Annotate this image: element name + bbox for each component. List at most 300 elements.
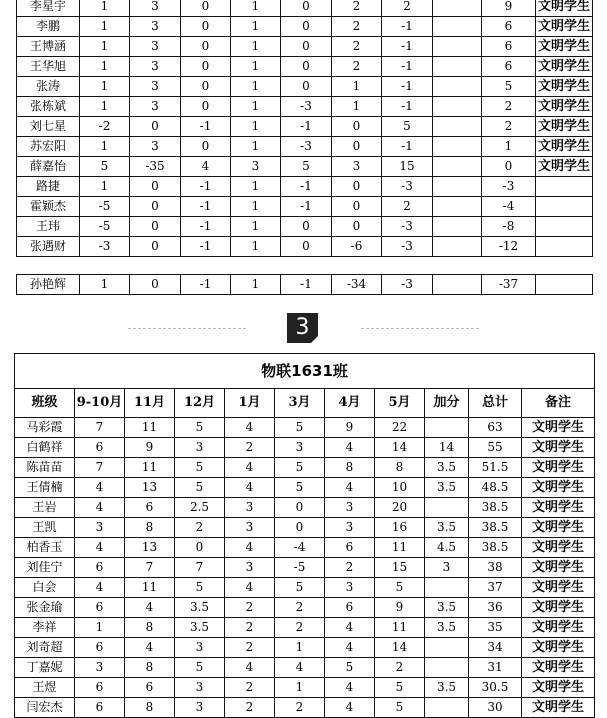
- score-cell: -1: [181, 275, 231, 295]
- score-cell: 0: [181, 57, 231, 77]
- note-cell: 文明学生: [536, 0, 593, 17]
- total-cell: 2: [482, 97, 536, 117]
- note-cell: 文明学生: [522, 558, 595, 578]
- score-cell: 1: [231, 0, 281, 17]
- bonus-cell: 14: [425, 438, 469, 458]
- total-cell: 48.5: [469, 478, 522, 498]
- bonus-cell: [433, 137, 482, 157]
- score-cell: 5: [275, 418, 325, 438]
- score-cell: -6: [332, 237, 382, 257]
- score-cell: -5: [80, 217, 130, 237]
- score-cell: 0: [181, 97, 231, 117]
- column-header: 加分: [425, 389, 469, 418]
- score-cell: 1: [332, 97, 382, 117]
- table-row: [17, 157, 593, 177]
- bonus-cell: 3.5: [425, 478, 469, 498]
- score-cell: 2: [332, 37, 382, 57]
- score-cell: 1: [80, 77, 130, 97]
- score-cell: 3: [75, 518, 125, 538]
- score-cell: 1: [75, 618, 125, 638]
- score-cell: 3: [175, 678, 225, 698]
- table-row: [17, 117, 593, 137]
- bonus-cell: [425, 638, 469, 658]
- score-cell: 2: [332, 57, 382, 77]
- score-cell: 3: [175, 638, 225, 658]
- score-cell: -1: [281, 177, 332, 197]
- bonus-cell: [433, 37, 482, 57]
- score-cell: 14: [375, 438, 425, 458]
- score-cell: 5: [275, 478, 325, 498]
- score-cell: 1: [231, 57, 281, 77]
- score-cell: 7: [125, 558, 175, 578]
- score-cell: 5: [281, 157, 332, 177]
- score-cell: 6: [325, 538, 375, 558]
- score-cell: 0: [281, 237, 332, 257]
- score-cell: 8: [125, 518, 175, 538]
- score-cell: 4: [325, 678, 375, 698]
- student-name: 张涛: [17, 77, 80, 97]
- score-cell: 1: [231, 217, 281, 237]
- note-cell: [536, 197, 593, 217]
- note-cell: 文明学生: [522, 478, 595, 498]
- score-cell: 1: [80, 37, 130, 57]
- note-cell: [536, 275, 593, 295]
- student-name: 张金瑜: [15, 598, 75, 618]
- score-cell: 6: [75, 678, 125, 698]
- score-cell: 6: [75, 698, 125, 718]
- note-cell: 文明学生: [536, 157, 593, 177]
- bonus-cell: 3.5: [425, 618, 469, 638]
- score-cell: 1: [332, 77, 382, 97]
- score-cell: 1: [231, 117, 281, 137]
- note-cell: [536, 177, 593, 197]
- total-cell: 31: [469, 658, 522, 678]
- student-name: 王博涵: [17, 37, 80, 57]
- score-cell: 2: [332, 17, 382, 37]
- score-cell: 2: [375, 658, 425, 678]
- score-cell: 1: [231, 275, 281, 295]
- note-cell: 文明学生: [522, 638, 595, 658]
- column-header: 12月: [175, 389, 225, 418]
- score-cell: 15: [375, 558, 425, 578]
- total-cell: 0: [482, 157, 536, 177]
- table-row: [15, 538, 595, 558]
- score-cell: 0: [281, 57, 332, 77]
- score-cell: 1: [231, 97, 281, 117]
- score-cell: 13: [125, 478, 175, 498]
- score-cell: 3: [325, 518, 375, 538]
- total-cell: 2: [482, 117, 536, 137]
- score-cell: 4: [225, 458, 275, 478]
- score-cell: 0: [281, 0, 332, 17]
- score-cell: 10: [375, 478, 425, 498]
- score-cell: 3: [130, 37, 181, 57]
- table-row: [15, 438, 595, 458]
- score-cell: 8: [125, 658, 175, 678]
- note-cell: [536, 217, 593, 237]
- note-cell: 文明学生: [522, 658, 595, 678]
- score-cell: 11: [375, 538, 425, 558]
- score-cell: 8: [125, 698, 175, 718]
- student-name: 王倩楠: [15, 478, 75, 498]
- score-cell: 2: [275, 598, 325, 618]
- score-cell: 20: [375, 498, 425, 518]
- score-cell: 5: [175, 458, 225, 478]
- bonus-cell: [425, 578, 469, 598]
- score-cell: 0: [130, 217, 181, 237]
- score-cell: 3.5: [175, 618, 225, 638]
- total-cell: 1: [482, 137, 536, 157]
- score-cell: 3: [175, 698, 225, 718]
- student-name: 刘奇超: [15, 638, 75, 658]
- score-cell: 0: [130, 237, 181, 257]
- bonus-cell: [433, 117, 482, 137]
- score-cell: 0: [130, 197, 181, 217]
- score-cell: 4: [225, 418, 275, 438]
- score-cell: 6: [75, 598, 125, 618]
- table-row: [15, 658, 595, 678]
- score-cell: 1: [231, 237, 281, 257]
- total-cell: 30.5: [469, 678, 522, 698]
- student-name: 王岩: [15, 498, 75, 518]
- score-cell: -3: [80, 237, 130, 257]
- score-cell: -1: [382, 97, 433, 117]
- score-cell: 13: [125, 538, 175, 558]
- table-row: [15, 418, 595, 438]
- table-row: [17, 97, 593, 117]
- score-cell: 4: [75, 578, 125, 598]
- score-cell: 6: [75, 438, 125, 458]
- score-cell: 1: [80, 17, 130, 37]
- column-header: 1月: [225, 389, 275, 418]
- score-cell: 3: [130, 97, 181, 117]
- table-row: [17, 237, 593, 257]
- bonus-cell: [433, 57, 482, 77]
- score-cell: 11: [125, 458, 175, 478]
- score-cell: -1: [181, 117, 231, 137]
- score-cell: 4: [181, 157, 231, 177]
- score-cell: 0: [181, 17, 231, 37]
- student-name: 陈苗苗: [15, 458, 75, 478]
- table-row: [17, 217, 593, 237]
- table-row: [17, 197, 593, 217]
- table-row: [15, 558, 595, 578]
- student-name: 王华旭: [17, 57, 80, 77]
- top-score-table: [16, 0, 593, 257]
- column-header: 11月: [125, 389, 175, 418]
- score-cell: 6: [325, 598, 375, 618]
- table-row: [15, 638, 595, 658]
- student-name: 白会: [15, 578, 75, 598]
- table-row: [17, 17, 593, 37]
- score-cell: 5: [80, 157, 130, 177]
- bonus-cell: [425, 498, 469, 518]
- bonus-cell: [433, 237, 482, 257]
- score-cell: 6: [125, 678, 175, 698]
- score-cell: -3: [382, 177, 433, 197]
- score-cell: 1: [80, 137, 130, 157]
- student-name: 张栋斌: [17, 97, 80, 117]
- total-cell: 38: [469, 558, 522, 578]
- bonus-cell: [425, 698, 469, 718]
- total-cell: 9: [482, 0, 536, 17]
- score-cell: 8: [125, 618, 175, 638]
- score-cell: 0: [181, 0, 231, 17]
- student-name: 薛嘉怡: [17, 157, 80, 177]
- score-cell: 3: [225, 518, 275, 538]
- score-cell: -1: [382, 17, 433, 37]
- note-cell: 文明学生: [522, 518, 595, 538]
- total-cell: 5: [482, 77, 536, 97]
- score-cell: 0: [332, 137, 382, 157]
- score-cell: 3: [225, 498, 275, 518]
- score-cell: 3: [130, 137, 181, 157]
- score-cell: -35: [130, 157, 181, 177]
- bonus-cell: [433, 17, 482, 37]
- score-cell: -1: [281, 275, 332, 295]
- score-cell: 0: [181, 137, 231, 157]
- note-cell: 文明学生: [536, 137, 593, 157]
- score-cell: 1: [80, 57, 130, 77]
- score-cell: -1: [281, 197, 332, 217]
- student-name: 刘佳宁: [15, 558, 75, 578]
- score-cell: 0: [332, 217, 382, 237]
- total-cell: 36: [469, 598, 522, 618]
- table-row: [15, 578, 595, 598]
- score-cell: -1: [181, 237, 231, 257]
- score-cell: 1: [231, 77, 281, 97]
- score-cell: 2: [225, 438, 275, 458]
- score-cell: 0: [181, 37, 231, 57]
- score-cell: 4: [325, 698, 375, 718]
- total-cell: -3: [482, 177, 536, 197]
- total-cell: -8: [482, 217, 536, 237]
- score-cell: 2: [275, 698, 325, 718]
- score-cell: -2: [80, 117, 130, 137]
- table-row: [15, 698, 595, 718]
- section-number-badge: [287, 313, 318, 343]
- note-cell: 文明学生: [536, 17, 593, 37]
- score-cell: 5: [325, 658, 375, 678]
- note-cell: 文明学生: [536, 37, 593, 57]
- score-cell: 3: [275, 438, 325, 458]
- score-cell: 0: [275, 498, 325, 518]
- bonus-cell: 3.5: [425, 458, 469, 478]
- column-header: 5月: [375, 389, 425, 418]
- table-row: [15, 678, 595, 698]
- score-cell: 4: [225, 538, 275, 558]
- score-cell: 0: [281, 77, 332, 97]
- score-cell: 3: [225, 558, 275, 578]
- score-cell: 1: [80, 0, 130, 17]
- score-cell: 2.5: [175, 498, 225, 518]
- bonus-cell: 3.5: [425, 518, 469, 538]
- total-cell: 30: [469, 698, 522, 718]
- header-row: [15, 389, 595, 418]
- score-cell: 6: [75, 558, 125, 578]
- student-name: 柏香玉: [15, 538, 75, 558]
- note-cell: 文明学生: [522, 698, 595, 718]
- score-cell: 2: [225, 698, 275, 718]
- score-cell: 15: [382, 157, 433, 177]
- score-cell: 11: [375, 618, 425, 638]
- note-cell: 文明学生: [522, 618, 595, 638]
- bonus-cell: [425, 418, 469, 438]
- score-cell: 6: [125, 498, 175, 518]
- table-row: [15, 518, 595, 538]
- bonus-cell: [433, 177, 482, 197]
- separate-student-table: [16, 274, 593, 295]
- score-cell: 3: [231, 157, 281, 177]
- column-header: 总计: [469, 389, 522, 418]
- table-row: [15, 458, 595, 478]
- score-cell: 4: [75, 478, 125, 498]
- bonus-cell: [433, 157, 482, 177]
- score-cell: 4: [225, 578, 275, 598]
- total-cell: -37: [482, 275, 536, 295]
- score-cell: 11: [125, 418, 175, 438]
- bonus-cell: 4.5: [425, 538, 469, 558]
- score-cell: 1: [231, 197, 281, 217]
- student-name: 霍颖杰: [17, 197, 80, 217]
- score-cell: 3: [332, 157, 382, 177]
- table-row: [17, 177, 593, 197]
- score-cell: 1: [80, 275, 130, 295]
- score-cell: 3: [75, 658, 125, 678]
- score-cell: 1: [231, 177, 281, 197]
- score-cell: 9: [125, 438, 175, 458]
- score-cell: 5: [375, 578, 425, 598]
- score-cell: 0: [332, 117, 382, 137]
- score-cell: 5: [375, 678, 425, 698]
- score-cell: 2: [225, 618, 275, 638]
- divider-left: [128, 328, 246, 329]
- score-cell: 0: [281, 217, 332, 237]
- score-cell: 0: [275, 518, 325, 538]
- score-cell: -1: [181, 177, 231, 197]
- score-cell: -3: [382, 217, 433, 237]
- table-row: [17, 77, 593, 97]
- student-name: 李鹏: [17, 17, 80, 37]
- score-cell: 14: [375, 638, 425, 658]
- student-name: 路捷: [17, 177, 80, 197]
- score-cell: 9: [375, 598, 425, 618]
- score-cell: 5: [275, 458, 325, 478]
- student-name: 李祥: [15, 618, 75, 638]
- badge-corner: [311, 336, 318, 343]
- score-cell: 4: [125, 638, 175, 658]
- total-cell: 6: [482, 37, 536, 57]
- note-cell: 文明学生: [522, 578, 595, 598]
- total-cell: 63: [469, 418, 522, 438]
- score-cell: -1: [382, 77, 433, 97]
- table-row: [17, 57, 593, 77]
- note-cell: 文明学生: [522, 418, 595, 438]
- score-cell: 3: [325, 498, 375, 518]
- table-row: [17, 37, 593, 57]
- note-cell: 文明学生: [536, 57, 593, 77]
- score-cell: 0: [175, 538, 225, 558]
- score-cell: 4: [75, 498, 125, 518]
- score-cell: 5: [175, 578, 225, 598]
- total-cell: 6: [482, 57, 536, 77]
- column-header: 班级: [15, 389, 75, 418]
- score-cell: 2: [225, 598, 275, 618]
- note-cell: 文明学生: [522, 678, 595, 698]
- score-cell: 3: [130, 0, 181, 17]
- student-name: 苏宏阳: [17, 137, 80, 157]
- divider-right: [361, 328, 479, 329]
- score-cell: 3: [130, 57, 181, 77]
- score-cell: 8: [375, 458, 425, 478]
- score-cell: 1: [231, 37, 281, 57]
- bonus-cell: 3.5: [425, 598, 469, 618]
- score-cell: 4: [275, 658, 325, 678]
- note-cell: 文明学生: [522, 538, 595, 558]
- score-cell: 4: [325, 478, 375, 498]
- score-cell: -3: [382, 237, 433, 257]
- table-row: [15, 478, 595, 498]
- total-cell: 55: [469, 438, 522, 458]
- bonus-cell: 3.5: [425, 678, 469, 698]
- score-cell: 0: [332, 177, 382, 197]
- note-cell: 文明学生: [522, 458, 595, 478]
- student-name: 马彩霞: [15, 418, 75, 438]
- table-row: [17, 275, 593, 295]
- score-cell: 6: [75, 638, 125, 658]
- score-cell: 0: [181, 77, 231, 97]
- table-row: [17, 137, 593, 157]
- total-cell: 38.5: [469, 538, 522, 558]
- score-cell: 7: [75, 458, 125, 478]
- score-cell: 4: [225, 658, 275, 678]
- score-cell: -1: [382, 37, 433, 57]
- section-number: 3: [295, 315, 310, 340]
- score-cell: 5: [382, 117, 433, 137]
- bonus-cell: [433, 0, 482, 17]
- student-name: 闫宏杰: [15, 698, 75, 718]
- student-name: 孙艳辉: [17, 275, 80, 295]
- score-cell: 3.5: [175, 598, 225, 618]
- score-cell: -1: [181, 197, 231, 217]
- score-cell: 8: [325, 458, 375, 478]
- score-cell: 1: [80, 97, 130, 117]
- bonus-cell: [433, 197, 482, 217]
- note-cell: 文明学生: [522, 598, 595, 618]
- score-cell: 0: [130, 177, 181, 197]
- bonus-cell: [433, 275, 482, 295]
- score-cell: 5: [375, 698, 425, 718]
- bonus-cell: [425, 658, 469, 678]
- column-header: 9-10月: [75, 389, 125, 418]
- table-row: [15, 498, 595, 518]
- score-cell: 5: [175, 478, 225, 498]
- student-name: 丁嘉妮: [15, 658, 75, 678]
- score-cell: -1: [382, 137, 433, 157]
- student-name: 王凯: [15, 518, 75, 538]
- score-cell: -3: [281, 137, 332, 157]
- score-cell: 4: [225, 478, 275, 498]
- score-cell: -34: [332, 275, 382, 295]
- score-cell: -1: [181, 217, 231, 237]
- score-cell: 9: [325, 418, 375, 438]
- score-cell: 1: [80, 177, 130, 197]
- column-header: 4月: [325, 389, 375, 418]
- student-name: 白鹤祥: [15, 438, 75, 458]
- score-cell: -3: [281, 97, 332, 117]
- score-cell: 2: [275, 618, 325, 638]
- score-cell: 7: [75, 418, 125, 438]
